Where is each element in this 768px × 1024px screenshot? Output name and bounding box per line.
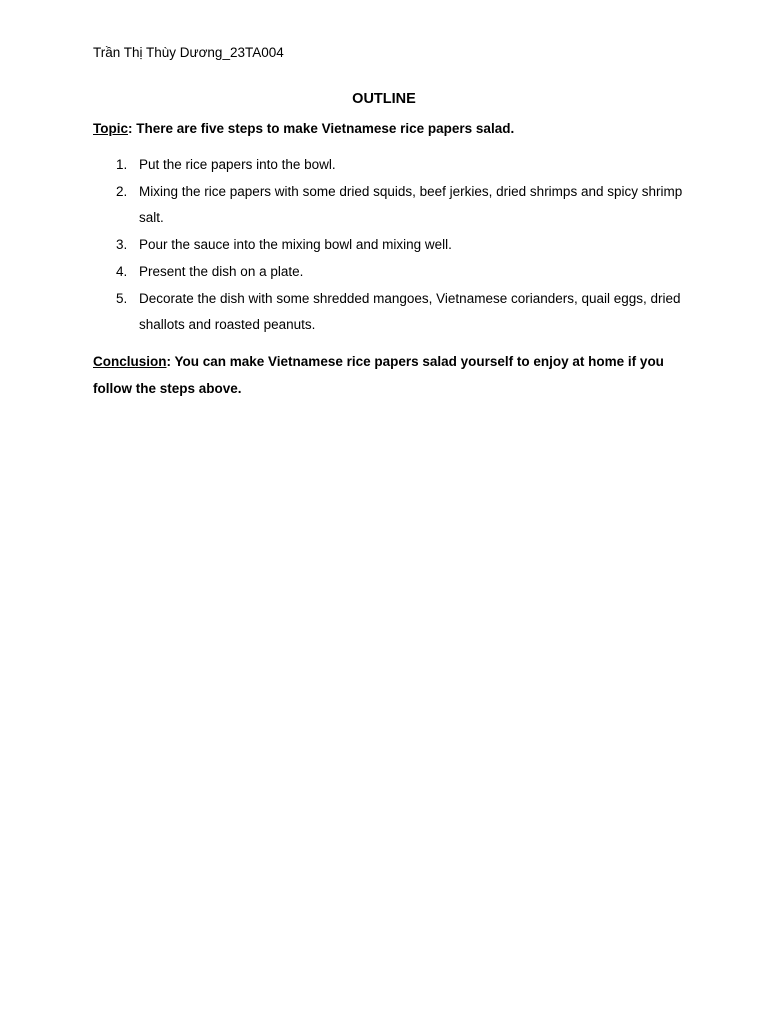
steps-list bbox=[93, 152, 693, 339]
list-item bbox=[93, 232, 693, 259]
topic-label: Topic bbox=[93, 121, 128, 136]
topic-text: : There are five steps to make Vietnamese rice papers salad. bbox=[128, 121, 515, 136]
step-number: 3. bbox=[116, 237, 128, 253]
step-number: 1. bbox=[116, 157, 128, 172]
step-text: Decorate the dish with some shredded mangoes, Vietnamese corianders, quail eggs, dried shallots and roasted peanuts. bbox=[139, 290, 681, 333]
list-item bbox=[93, 259, 693, 286]
conclusion-text: : You can make Vietnamese rice papers salad yourself to enjoy at home if you follow the steps above. bbox=[93, 354, 664, 396]
topic-paragraph bbox=[93, 119, 514, 139]
step-number: 2. bbox=[116, 183, 128, 199]
list-item bbox=[93, 152, 693, 179]
step-text: Mixing the rice papers with some dried squids, beef jerkies, dried shrimps and spicy shrimp salt. bbox=[139, 183, 683, 226]
step-text: Pour the sauce into the mixing bowl and mixing well. bbox=[139, 237, 452, 253]
step-number: 5. bbox=[116, 290, 128, 306]
list-item bbox=[93, 286, 693, 339]
author-line: Trần Thị Thùy Dương_23TA004 bbox=[93, 45, 284, 60]
conclusion-paragraph bbox=[93, 349, 683, 402]
list-item bbox=[93, 179, 693, 232]
conclusion-label: Conclusion bbox=[93, 354, 167, 369]
page-title: OUTLINE bbox=[352, 91, 416, 107]
step-text: Put the rice papers into the bowl. bbox=[139, 157, 336, 172]
step-number: 4. bbox=[116, 263, 128, 279]
step-text: Present the dish on a plate. bbox=[139, 263, 304, 279]
